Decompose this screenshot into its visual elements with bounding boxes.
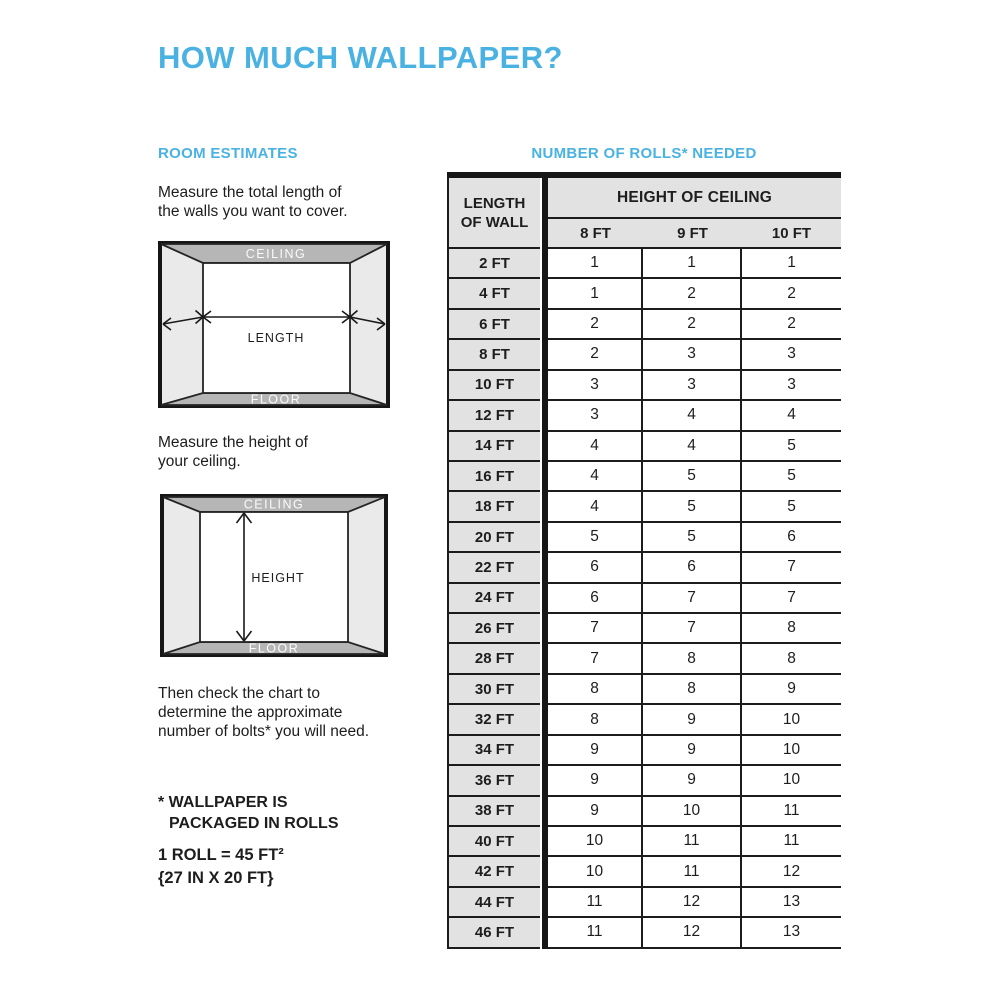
rolls-cell-8ft: 3 xyxy=(548,401,643,431)
rolls-cell-9ft: 8 xyxy=(643,644,742,674)
wall-length-label: 44 FT xyxy=(447,888,540,918)
rolls-cell-9ft: 6 xyxy=(643,553,742,583)
rolls-cell-8ft: 7 xyxy=(548,614,643,644)
rolls-cell-8ft: 6 xyxy=(548,553,643,583)
table-row xyxy=(447,766,841,796)
height-label: HEIGHT xyxy=(251,571,305,585)
rolls-cell-10ft: 3 xyxy=(742,371,841,401)
header-line: OF WALL xyxy=(460,213,529,231)
instruction-check-chart xyxy=(158,684,369,741)
wall-length-label: 22 FT xyxy=(447,553,540,583)
rolls-cell-8ft: 10 xyxy=(548,827,643,857)
table-row xyxy=(447,797,841,827)
rolls-cell-8ft: 4 xyxy=(548,462,643,492)
wall-length-label: 28 FT xyxy=(447,644,540,674)
rolls-cell-8ft: 8 xyxy=(548,675,643,705)
rolls-cell-8ft: 8 xyxy=(548,705,643,735)
table-row xyxy=(447,523,841,553)
height-of-ceiling-header: HEIGHT OF CEILING xyxy=(548,178,841,219)
wall-length-label: 32 FT xyxy=(447,705,540,735)
roll-size-note: 1 ROLL = 45 FT² xyxy=(158,846,284,864)
rolls-cell-9ft: 9 xyxy=(643,705,742,735)
rolls-cell-8ft: 4 xyxy=(548,432,643,462)
rolls-cell-8ft: 10 xyxy=(548,857,643,887)
rolls-cell-9ft: 3 xyxy=(643,340,742,370)
wall-length-label: 12 FT xyxy=(447,401,540,431)
rolls-cell-10ft: 11 xyxy=(742,797,841,827)
rolls-cell-9ft: 7 xyxy=(643,614,742,644)
rolls-cell-10ft: 5 xyxy=(742,492,841,522)
length-label: LENGTH xyxy=(247,331,305,345)
wall-length-label: 46 FT xyxy=(447,918,540,948)
wall-length-label: 36 FT xyxy=(447,766,540,796)
rolls-cell-8ft: 11 xyxy=(548,918,643,948)
table-row xyxy=(447,492,841,522)
instruction-line: Measure the height of xyxy=(158,434,308,451)
rolls-cell-10ft: 8 xyxy=(742,614,841,644)
rolls-cell-8ft: 1 xyxy=(548,279,643,309)
table-row xyxy=(447,462,841,492)
table-row xyxy=(447,310,841,340)
rolls-cell-8ft: 4 xyxy=(548,492,643,522)
rolls-cell-9ft: 5 xyxy=(643,462,742,492)
instruction-line: Measure the total length of xyxy=(158,184,342,201)
rolls-cell-10ft: 10 xyxy=(742,736,841,766)
table-row xyxy=(447,644,841,674)
wall-length-label: 10 FT xyxy=(447,371,540,401)
instruction-line: the walls you want to cover. xyxy=(158,203,348,220)
table-row xyxy=(447,827,841,857)
ceiling-height-header-group xyxy=(548,178,841,249)
floor-label: FLOOR xyxy=(248,641,300,656)
rolls-cell-10ft: 10 xyxy=(742,705,841,735)
column-header-9ft: 9 FT xyxy=(677,224,708,242)
wall-length-label: 4 FT xyxy=(447,279,540,309)
rolls-cell-9ft: 1 xyxy=(643,249,742,279)
rolls-cell-10ft: 6 xyxy=(742,523,841,553)
ceiling-label: CEILING xyxy=(245,247,307,261)
wall-length-label: 24 FT xyxy=(447,584,540,614)
table-row xyxy=(447,401,841,431)
back-wall xyxy=(203,263,350,393)
rolls-cell-9ft: 9 xyxy=(643,736,742,766)
table-row xyxy=(447,553,841,583)
table-row xyxy=(447,340,841,370)
rolls-cell-9ft: 7 xyxy=(643,584,742,614)
wall-length-label: 8 FT xyxy=(447,340,540,370)
rolls-cell-10ft: 11 xyxy=(742,827,841,857)
ceiling-height-subheader-row xyxy=(548,219,841,249)
table-row xyxy=(447,584,841,614)
wall-length-label: 16 FT xyxy=(447,462,540,492)
rolls-cell-10ft: 2 xyxy=(742,310,841,340)
wall-length-label: 18 FT xyxy=(447,492,540,522)
table-row xyxy=(447,736,841,766)
roll-dimensions-note: {27 IN X 20 FT} xyxy=(158,869,274,887)
rolls-cell-9ft: 4 xyxy=(643,432,742,462)
rolls-cell-10ft: 1 xyxy=(742,249,841,279)
instruction-line: determine the approximate xyxy=(158,704,343,721)
floor-label: FLOOR xyxy=(250,392,302,407)
table-row xyxy=(447,279,841,309)
rolls-cell-8ft: 9 xyxy=(548,766,643,796)
rolls-cell-9ft: 5 xyxy=(643,492,742,522)
rolls-cell-10ft: 2 xyxy=(742,279,841,309)
rolls-cell-9ft: 10 xyxy=(643,797,742,827)
rolls-cell-9ft: 3 xyxy=(643,371,742,401)
table-row xyxy=(447,857,841,887)
instruction-line: your ceiling. xyxy=(158,453,241,470)
rolls-cell-10ft: 4 xyxy=(742,401,841,431)
rolls-cell-9ft: 11 xyxy=(643,827,742,857)
table-row xyxy=(447,918,841,948)
table-row xyxy=(447,675,841,705)
column-header-8ft: 8 FT xyxy=(580,224,611,242)
rolls-cell-10ft: 5 xyxy=(742,432,841,462)
rolls-cell-9ft: 12 xyxy=(643,918,742,948)
rolls-cell-10ft: 9 xyxy=(742,675,841,705)
ceiling-label: CEILING xyxy=(243,497,305,512)
instruction-line: number of bolts* you will need. xyxy=(158,723,370,740)
wall-length-label: 6 FT xyxy=(447,310,540,340)
rolls-cell-8ft: 9 xyxy=(548,736,643,766)
rolls-footnote xyxy=(158,792,338,834)
rolls-cell-9ft: 9 xyxy=(643,766,742,796)
rolls-cell-8ft: 5 xyxy=(548,523,643,553)
rolls-cell-10ft: 8 xyxy=(742,644,841,674)
wall-length-label: 40 FT xyxy=(447,827,540,857)
table-row xyxy=(447,614,841,644)
rolls-needed-heading: NUMBER OF ROLLS* NEEDED xyxy=(531,145,757,162)
table-thick-divider xyxy=(542,172,548,949)
rolls-cell-10ft: 10 xyxy=(742,766,841,796)
height-room-diagram xyxy=(160,494,388,662)
rolls-cell-8ft: 2 xyxy=(548,310,643,340)
wall-length-label: 26 FT xyxy=(447,614,540,644)
rolls-cell-10ft: 13 xyxy=(742,888,841,918)
rolls-cell-8ft: 2 xyxy=(548,340,643,370)
rolls-table-body xyxy=(447,249,841,949)
rolls-cell-8ft: 3 xyxy=(548,371,643,401)
rolls-cell-9ft: 11 xyxy=(643,857,742,887)
footnote-line: PACKAGED IN ROLLS xyxy=(169,815,339,832)
table-row xyxy=(447,249,841,279)
rolls-cell-10ft: 5 xyxy=(742,462,841,492)
instruction-measure-length xyxy=(158,183,348,221)
rolls-cell-9ft: 5 xyxy=(643,523,742,553)
rolls-cell-10ft: 7 xyxy=(742,553,841,583)
wall-length-label: 20 FT xyxy=(447,523,540,553)
wall-length-label: 38 FT xyxy=(447,797,540,827)
rolls-cell-8ft: 7 xyxy=(548,644,643,674)
column-header-10ft: 10 FT xyxy=(771,224,812,242)
wall-length-label: 2 FT xyxy=(447,249,540,279)
rolls-cell-9ft: 12 xyxy=(643,888,742,918)
rolls-cell-10ft: 12 xyxy=(742,857,841,887)
rolls-cell-8ft: 11 xyxy=(548,888,643,918)
rolls-cell-8ft: 9 xyxy=(548,797,643,827)
rolls-cell-9ft: 2 xyxy=(643,279,742,309)
rolls-cell-10ft: 7 xyxy=(742,584,841,614)
height-room-drawing xyxy=(160,494,388,657)
rolls-cell-8ft: 1 xyxy=(548,249,643,279)
length-room-diagram xyxy=(158,241,390,413)
rolls-cell-9ft: 8 xyxy=(643,675,742,705)
room-estimates-heading: ROOM ESTIMATES xyxy=(158,145,298,162)
table-header xyxy=(447,178,841,249)
table-row xyxy=(447,888,841,918)
table-row xyxy=(447,371,841,401)
wall-length-label: 42 FT xyxy=(447,857,540,887)
table-row xyxy=(447,705,841,735)
length-of-wall-header xyxy=(447,178,540,249)
header-line: LENGTH xyxy=(463,194,526,212)
rolls-cell-10ft: 13 xyxy=(742,918,841,948)
rolls-needed-table xyxy=(447,172,841,949)
wall-length-label: 14 FT xyxy=(447,432,540,462)
page-title: HOW MUCH WALLPAPER? xyxy=(158,40,563,75)
wall-length-label: 34 FT xyxy=(447,736,540,766)
rolls-cell-8ft: 6 xyxy=(548,584,643,614)
wall-length-label: 30 FT xyxy=(447,675,540,705)
rolls-cell-9ft: 2 xyxy=(643,310,742,340)
instruction-measure-height xyxy=(158,433,308,471)
rolls-cell-9ft: 4 xyxy=(643,401,742,431)
length-room-drawing xyxy=(158,241,390,408)
footnote-line: * WALLPAPER IS xyxy=(158,794,288,811)
table-row xyxy=(447,432,841,462)
rolls-cell-10ft: 3 xyxy=(742,340,841,370)
instruction-line: Then check the chart to xyxy=(158,685,320,702)
